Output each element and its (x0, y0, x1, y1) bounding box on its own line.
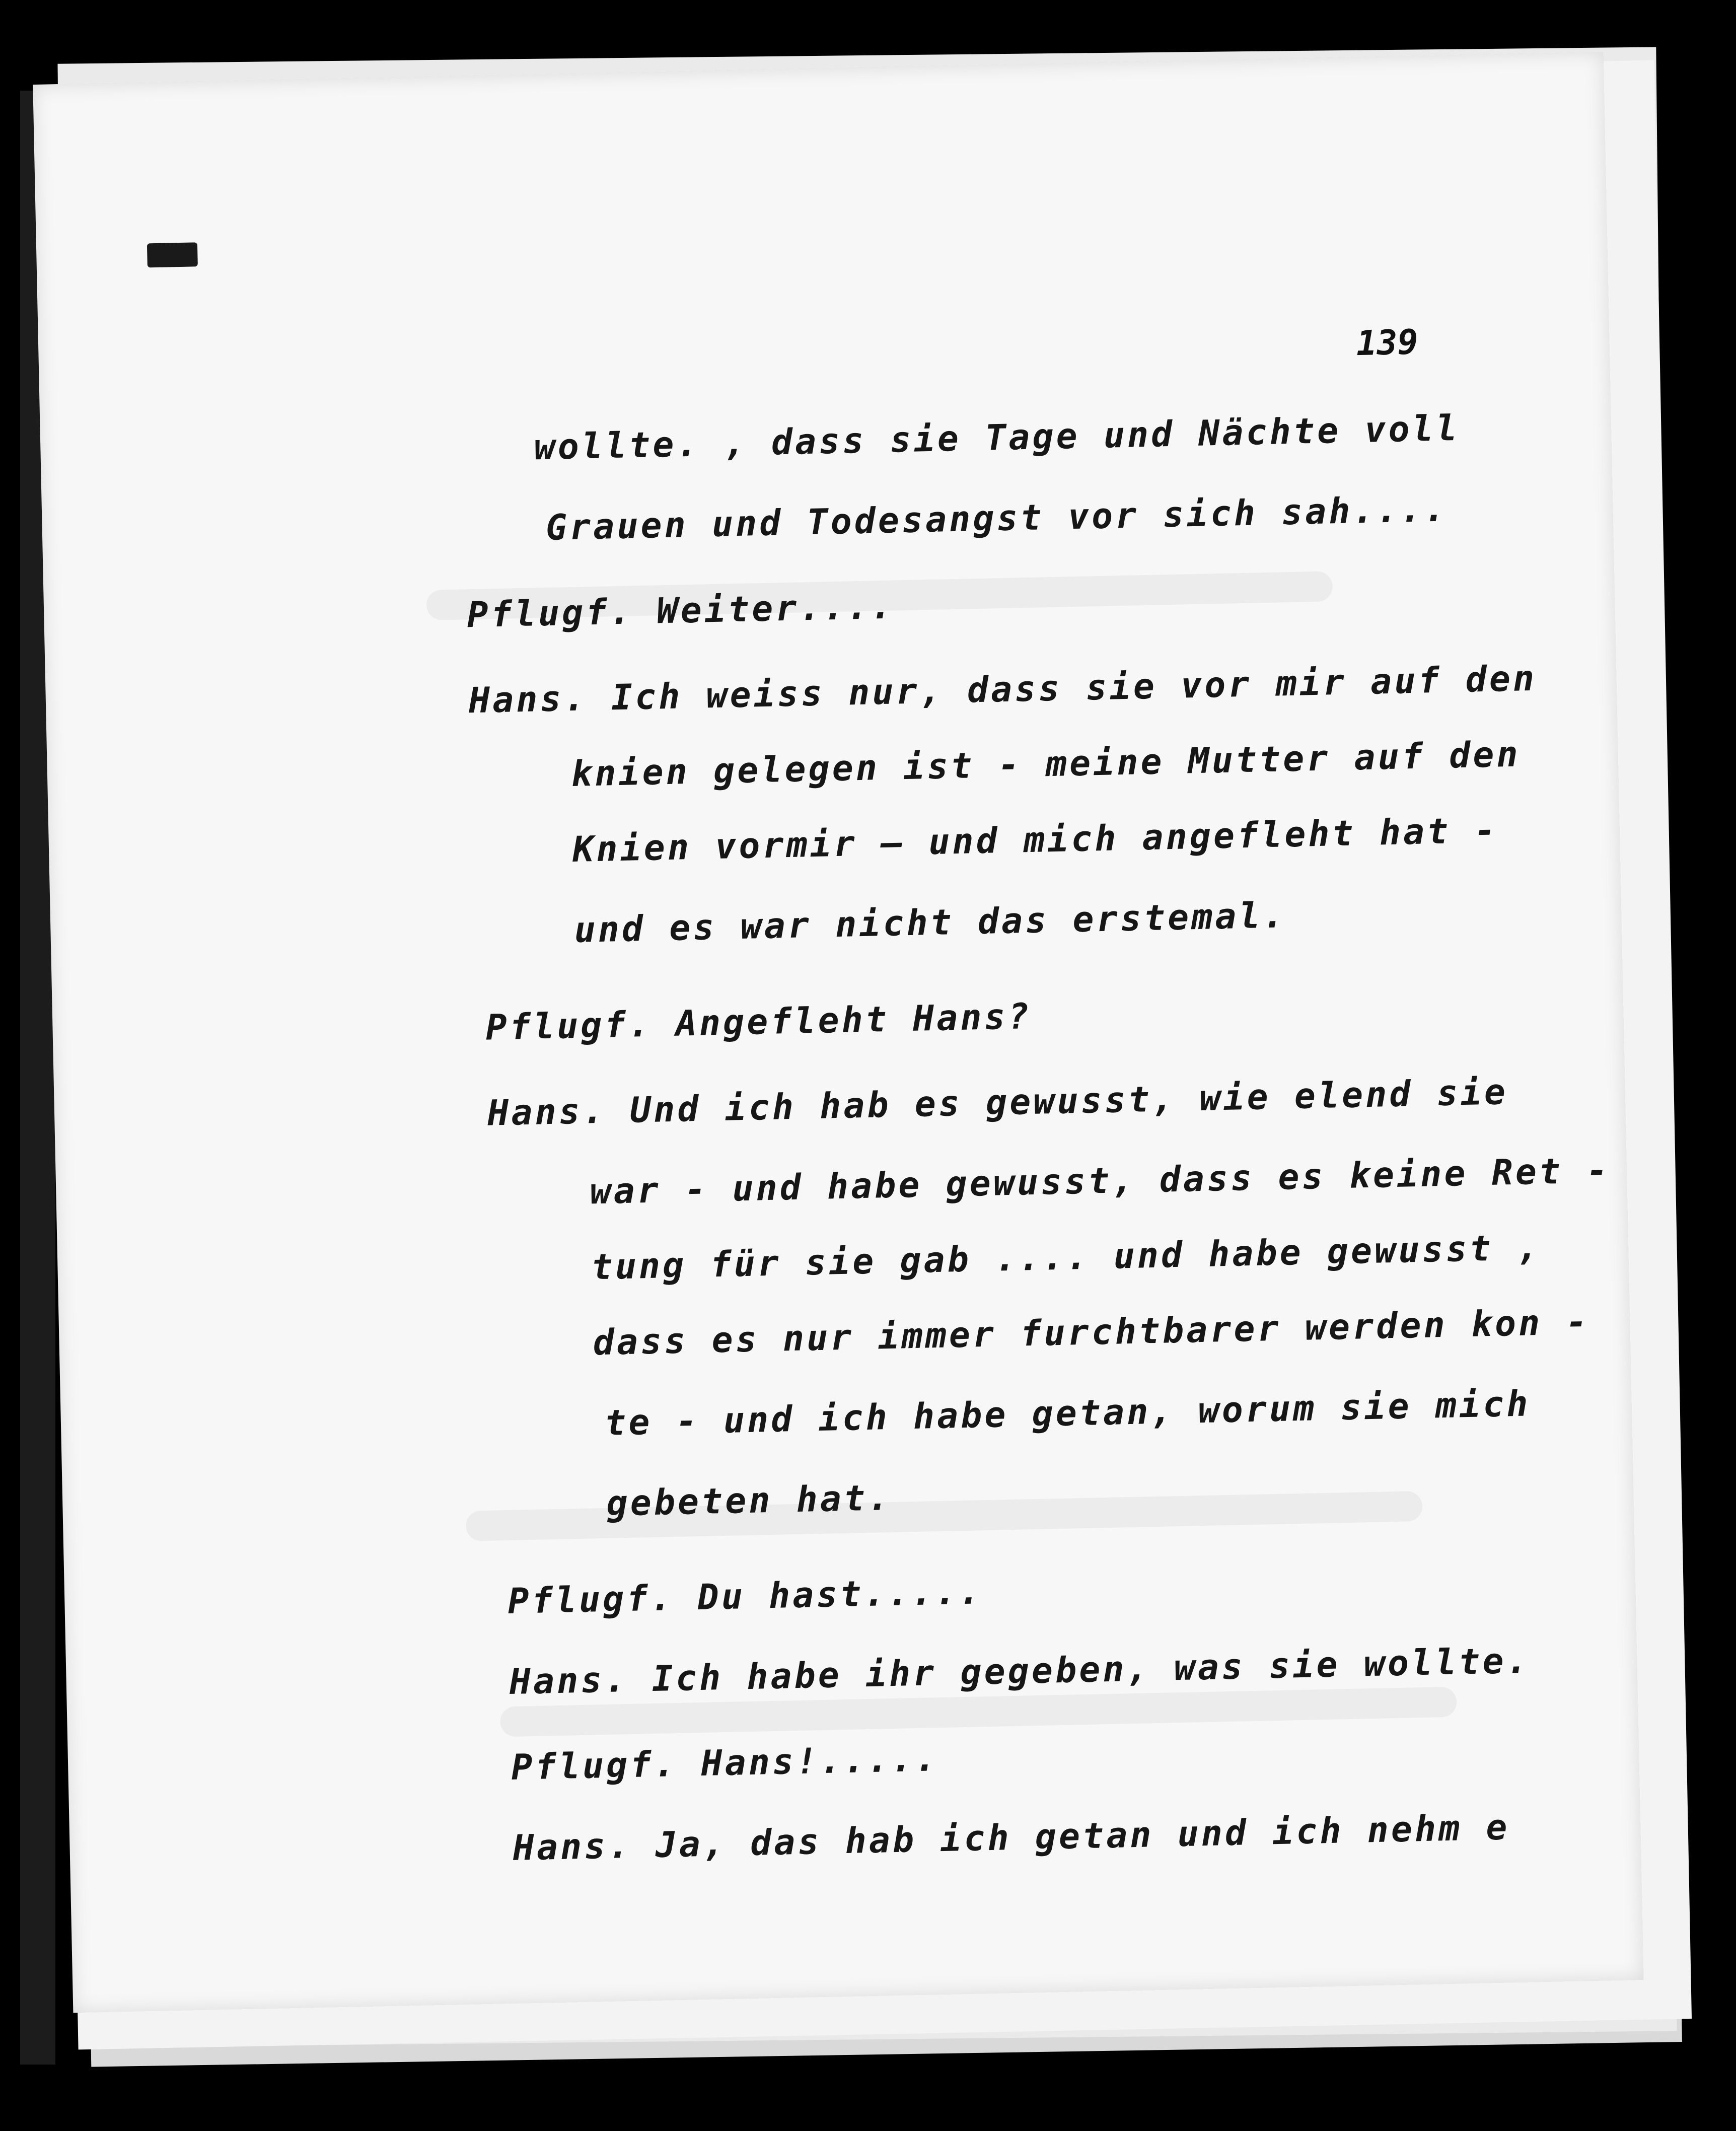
typewritten-page (33, 52, 1644, 2013)
text-line: und es war nicht das erstemal. (573, 894, 1287, 951)
text-line: Hans. Und ich hab es gewusst, wie elend sie (487, 1071, 1508, 1134)
text-line: Pflugf. Du hast..... (507, 1571, 983, 1622)
text-line: Knien vormir — und mich angefleht hat - (572, 809, 1499, 870)
text-line: wollte. , dass sie Tage und Nächte voll (533, 407, 1460, 468)
text-line: Pflugf. Hans!..... (511, 1738, 939, 1788)
text-line: tung für sie gab .... und habe gewusst , (591, 1226, 1541, 1288)
text-line: knien gelegen ist - meine Mutter auf den (570, 733, 1521, 795)
text-line: war - und habe gewusst, dass es keine Ret - (589, 1149, 1611, 1213)
text-line: Hans. Ja, das hab ich getan und ich nehm e (512, 1806, 1510, 1869)
text-line: Grauen und Todesangst vor sich sah.... (545, 488, 1448, 548)
typed-text-block (33, 52, 1644, 2013)
text-line: Hans. Ich weiss nur, dass sie vor mir auf den (468, 657, 1537, 722)
text-line: dass es nur immer furchtbarer werden kon - (592, 1301, 1590, 1364)
text-line: Pflugf. Weiter.... (466, 585, 895, 636)
text-line: Hans. Ich habe ihr gegeben, was sie wollte. (509, 1640, 1531, 1702)
text-line: gebeten hat. (606, 1477, 892, 1524)
text-line: Pflugf. Angefleht Hans? (485, 995, 1032, 1048)
page-number: 139 (1355, 322, 1419, 364)
text-line: te - und ich habe getan, worum sie mich (604, 1383, 1531, 1444)
